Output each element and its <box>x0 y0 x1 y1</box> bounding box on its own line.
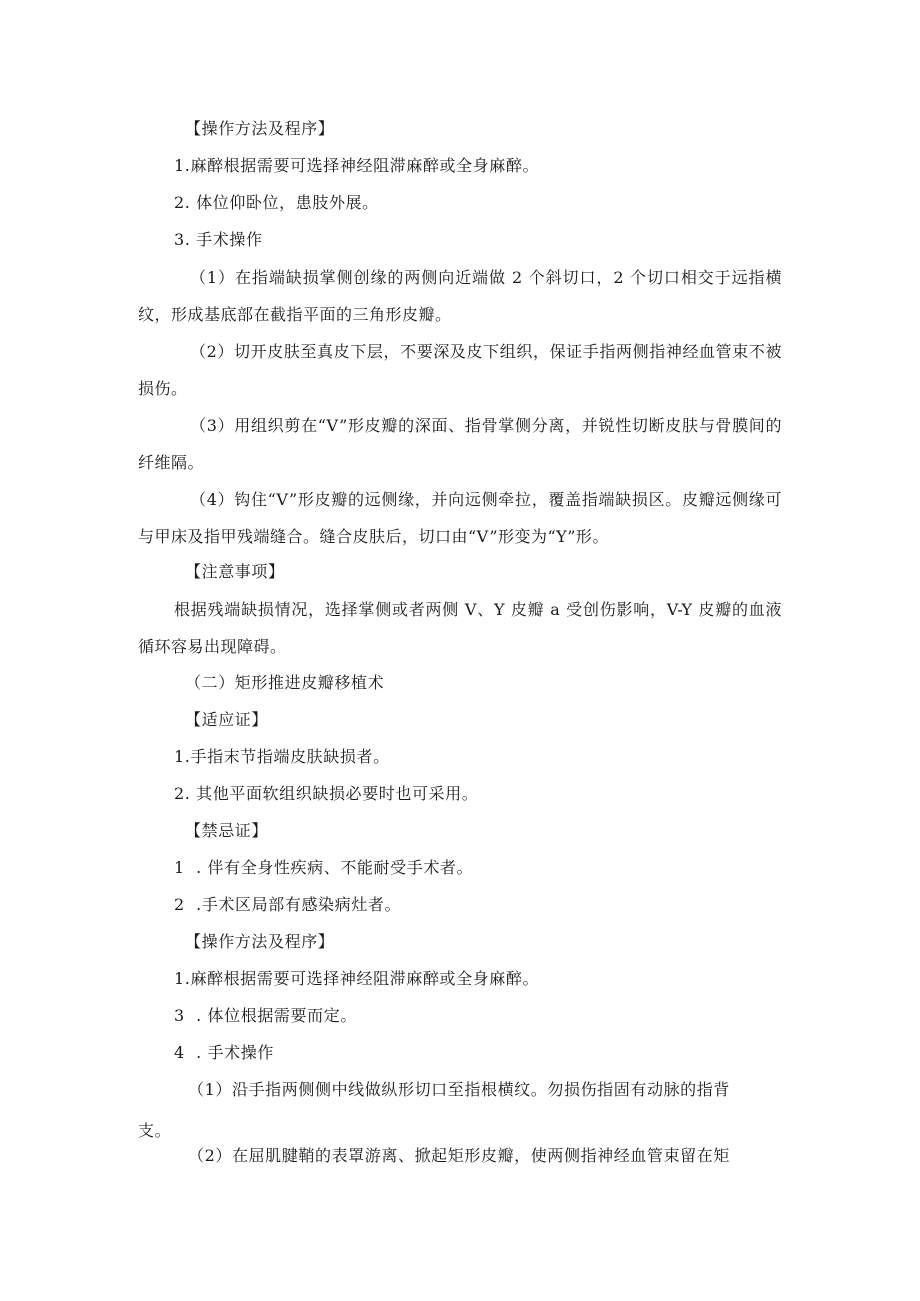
procedure-substep-1: （1）在指端缺损掌侧创缘的两侧向近端做 2 个斜切口，2 个切口相交于远指横纹，形成基底部在截指平面的三角形皮瓣。 <box>138 268 782 324</box>
section-heading-procedure: 【操作方法及程序】 <box>185 119 335 138</box>
procedure-step-1: 1.麻醉根据需要可选择神经阻滞麻醉或全身麻醉。 <box>174 156 540 175</box>
section-heading-notes: 【注意事项】 <box>185 562 285 581</box>
procedure-substep-4: （4）钩住“V”形皮瓣的远侧缘，并向远侧牵拉，覆盖指端缺损区。皮瓣远侧缘可与甲床及指甲残端缝合。缝合皮肤后，切口由“V”形变为“Y”形。 <box>138 490 782 546</box>
indication-item-2: 2. 其他平面软组织缺损必要时也可采用。 <box>174 784 479 803</box>
procedure-substep-3: （3）用组织剪在“V”形皮瓣的深面、指骨掌侧分离，并锐性切断皮肤与骨膜间的纤维隔。 <box>138 416 782 472</box>
contraindication-item-2: 2 .手术区局部有感染病灶者。 <box>174 895 402 914</box>
section-heading-indications: 【适应证】 <box>185 710 269 729</box>
section-title-rectangular-flap: （二）矩形推进皮瓣移植术 <box>185 673 385 692</box>
contraindication-item-1: 1 . 伴有全身性疾病、不能耐受手术者。 <box>174 858 474 877</box>
indication-item-1: 1.手指末节指端皮肤缺损者。 <box>174 747 390 766</box>
procedure2-substep-2: （2）在屈肌腱鞘的表罩游离、掀起矩形皮瓣，使两侧指神经血管束留在矩 <box>188 1146 730 1165</box>
procedure-step-2: 2. 体位仰卧位，患肢外展。 <box>174 193 379 212</box>
procedure2-step-3: 4 . 手术操作 <box>174 1043 274 1062</box>
notes-paragraph: 根据残端缺损情况，选择掌侧或者两侧 V、Y 皮瓣 a 受创伤影响，V-Y 皮瓣的血液循环容易出现障碍。 <box>138 600 782 656</box>
procedure2-substep-1-line-1: （1）沿手指两侧侧中线做纵形切口至指根横纹。勿损伤指固有动脉的指背 <box>188 1080 730 1099</box>
procedure2-step-2: 3 . 体位根据需要而定。 <box>174 1006 357 1025</box>
section-heading-contraindications: 【禁忌证】 <box>185 821 269 840</box>
procedure-step-3: 3. 手术操作 <box>174 230 263 249</box>
procedure2-substep-1-line-2: 支。 <box>138 1121 172 1140</box>
procedure-substep-2: （2）切开皮肤至真皮下层，不要深及皮下组织，保证手指两侧指神经血管束不被损伤。 <box>138 342 782 398</box>
procedure2-step-1: 1.麻醉根据需要可选择神经阻滞麻醉或全身麻醉。 <box>174 969 540 988</box>
section-heading-procedure-2: 【操作方法及程序】 <box>185 932 335 951</box>
